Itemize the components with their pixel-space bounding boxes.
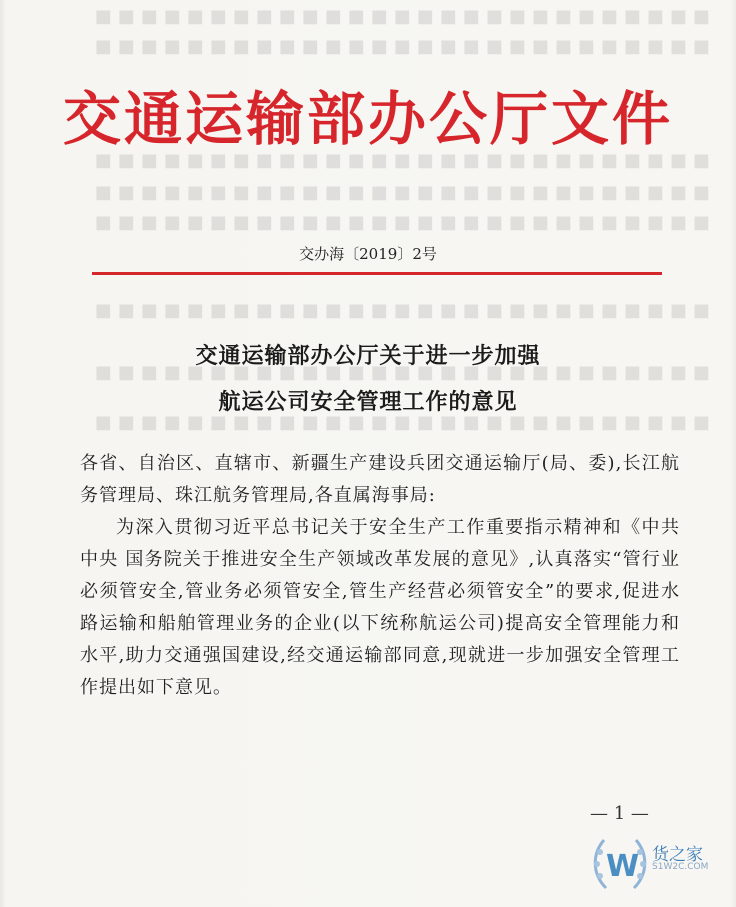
- page-number: — 1 —: [590, 803, 649, 824]
- bleed-through-text: ■■■■■■■■■■■■■■■■■■■■■■■■■■■: [88, 412, 710, 433]
- bleed-through-text: ■■■■■■■■■■■■■■■■■■■■■■■■■■■: [88, 212, 710, 233]
- watermark-name: 货之家: [652, 845, 703, 865]
- document-number: 交办海〔2019〕2号: [299, 245, 437, 263]
- bleed-through-text: ■■■■■■■■■■■■■■■■■■■■■■■■■■■: [88, 362, 710, 383]
- bleed-through-text: ■■■■■■■■■■■■■■■■■■■■■■■■■■■: [88, 300, 710, 321]
- document-title-line-2: 航运公司安全管理工作的意见: [218, 389, 518, 415]
- watermark-url: S1W2C.COM: [652, 862, 709, 872]
- svg-text:W: W: [606, 849, 640, 884]
- recipients-line: 各省、自治区、直辖市、新疆生产建设兵团交通运输厅(局、委),长江航务管理局、珠江航务管理局,各直属海事局:: [80, 453, 680, 506]
- laurel-icon: [590, 832, 650, 894]
- document-body: [80, 448, 680, 704]
- watermark-logo: [590, 832, 730, 902]
- bleed-through-text: ■■■■■■■■■■■■■■■■■■■■■■■■■■■: [88, 150, 710, 171]
- document-header-title: 交通运输部办公厅文件: [62, 85, 673, 153]
- bleed-through-text: ■■■■■■■■■■■■■■■■■■■■■■■■■■■: [88, 182, 710, 203]
- document-title-line-1: 交通运输部办公厅关于进一步加强: [195, 343, 541, 369]
- body-paragraph: 为深入贯彻习近平总书记关于安全生产工作重要指示精神和《中共中央 国务院关于推进安全生产领域改革发展的意见》,认真落实“管行业必须管安全,管业务必须管安全,管生产经营必须管安全”的要求,促进水路运输和船舶管理业务的企业(以下统称航运公司)提高安全管理能力和水平,助力交通强国建设,经交通运输部同意,现就进一步加强安全管理工作提出如下意见。: [80, 517, 680, 698]
- bleed-through-text: ■■■■■■■■■■■■■■■■■■■■■■■■■■■: [88, 6, 710, 27]
- red-divider-line: [92, 272, 662, 275]
- bleed-through-text: ■■■■■■■■■■■■■■■■■■■■■■■■■■■: [88, 36, 710, 57]
